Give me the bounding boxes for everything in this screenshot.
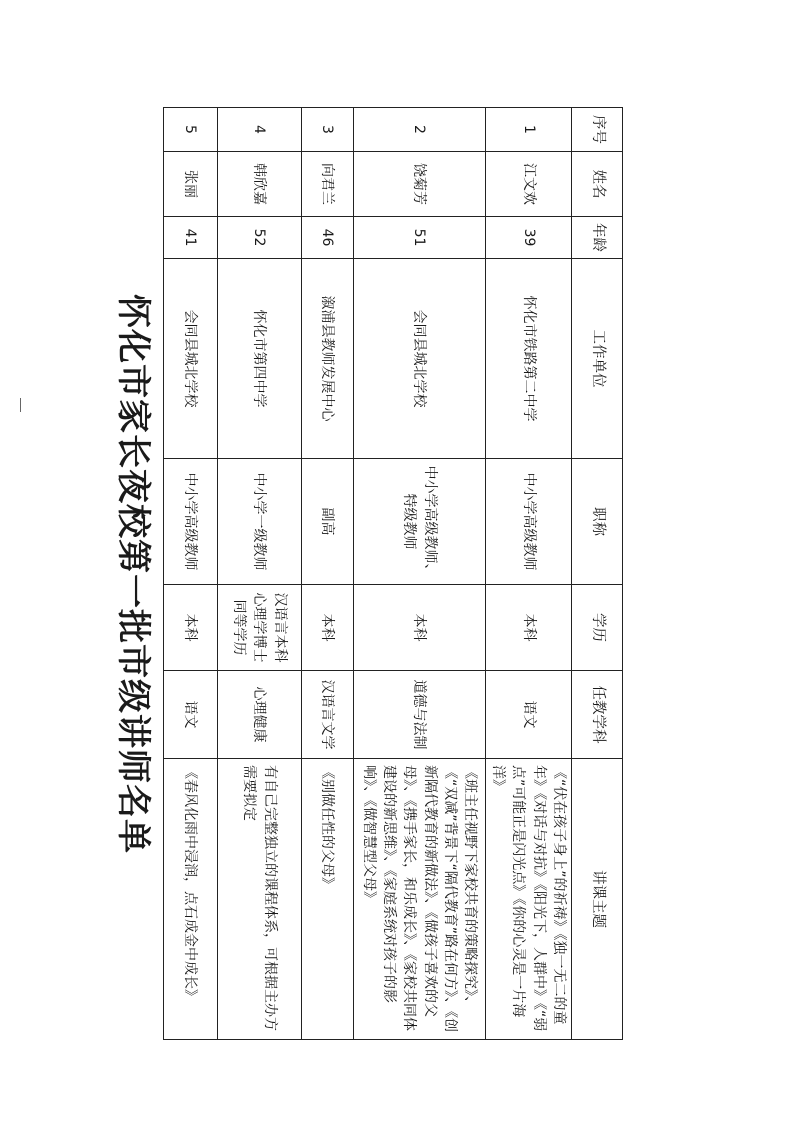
cell-topic: 《春风化雨中浸润，点石成金中成长》	[163, 759, 217, 1040]
cell-education: 本科	[163, 585, 217, 671]
cell-subject: 语文	[485, 671, 571, 759]
cell-education: 本科	[485, 585, 571, 671]
cell-unit: 怀化市铁路第二中学	[485, 259, 571, 459]
cell-no: 5	[163, 108, 217, 152]
cell-education: 本科	[301, 585, 353, 671]
lecturer-table	[163, 107, 623, 1040]
cell-no: 1	[485, 108, 571, 152]
scan-mark	[20, 398, 21, 412]
cell-unit: 会同县城北学校	[163, 259, 217, 459]
table-row	[163, 108, 217, 1040]
table-header-row	[572, 108, 623, 1040]
cell-education: 汉语言本科心理学博士同等学历	[217, 585, 301, 671]
col-header-unit: 工作单位	[572, 259, 623, 459]
cell-no: 4	[217, 108, 301, 152]
cell-topic: 有自己完整独立的课程体系，可根据主办方需要拟定	[217, 759, 301, 1040]
cell-name: 江文欢	[485, 152, 571, 217]
table-row	[217, 108, 301, 1040]
page-title: 怀化市家长夜校第一批市级讲师名单	[113, 294, 153, 854]
cell-title: 中小学高级教师	[485, 459, 571, 585]
cell-education: 本科	[353, 585, 485, 671]
col-header-no: 序号	[572, 108, 623, 152]
col-header-title: 职称	[572, 459, 623, 585]
cell-title: 副高	[301, 459, 353, 585]
cell-age: 41	[163, 217, 217, 259]
cell-name: 向君兰	[301, 152, 353, 217]
cell-name: 张丽	[163, 152, 217, 217]
cell-topic: 《别做任性的父母》	[301, 759, 353, 1040]
col-header-age: 年龄	[572, 217, 623, 259]
cell-age: 39	[485, 217, 571, 259]
col-header-subject: 任教学科	[572, 671, 623, 759]
cell-title: 中小学高级教师	[163, 459, 217, 585]
cell-topic: 《“伏在孩子身上”的祈祷》《独一无二的童年》《对话与对抗》《阳光下，人群中》《“弱点”可能正是闪光点》《你的心灵是一片海洋》	[485, 759, 571, 1040]
cell-name: 饶菊芳	[353, 152, 485, 217]
table-row	[353, 108, 485, 1040]
cell-topic: 《班主任视野下家校共育的策略探究》、《“双减”背景下“隔代教育”路在何方》、《创新隔代教育的新做法》、《做孩子喜欢的父母》、《携手家长，和乐成长》、《家校共同体建设的新思维》、《家庭系统对孩子的影响》、《做智慧型父母》	[353, 759, 485, 1040]
cell-subject: 汉语言文学	[301, 671, 353, 759]
col-header-education: 学历	[572, 585, 623, 671]
cell-unit: 会同县城北学校	[353, 259, 485, 459]
cell-age: 46	[301, 217, 353, 259]
cell-title: 中小学一级教师	[217, 459, 301, 585]
cell-age: 52	[217, 217, 301, 259]
cell-unit: 怀化市第四中学	[217, 259, 301, 459]
cell-unit: 溆浦县教师发展中心	[301, 259, 353, 459]
cell-no: 3	[301, 108, 353, 152]
cell-subject: 心理健康	[217, 671, 301, 759]
cell-title: 中小学高级教师、特级教师	[353, 459, 485, 585]
col-header-name: 姓名	[572, 152, 623, 217]
cell-subject: 语文	[163, 671, 217, 759]
cell-subject: 道德与法制	[353, 671, 485, 759]
lecturer-table-wrapper	[173, 107, 623, 1039]
cell-no: 2	[353, 108, 485, 152]
cell-name: 韩欣嘉	[217, 152, 301, 217]
table-row	[485, 108, 571, 1040]
cell-age: 51	[353, 217, 485, 259]
table-row	[301, 108, 353, 1040]
col-header-topic: 讲课主题	[572, 759, 623, 1040]
